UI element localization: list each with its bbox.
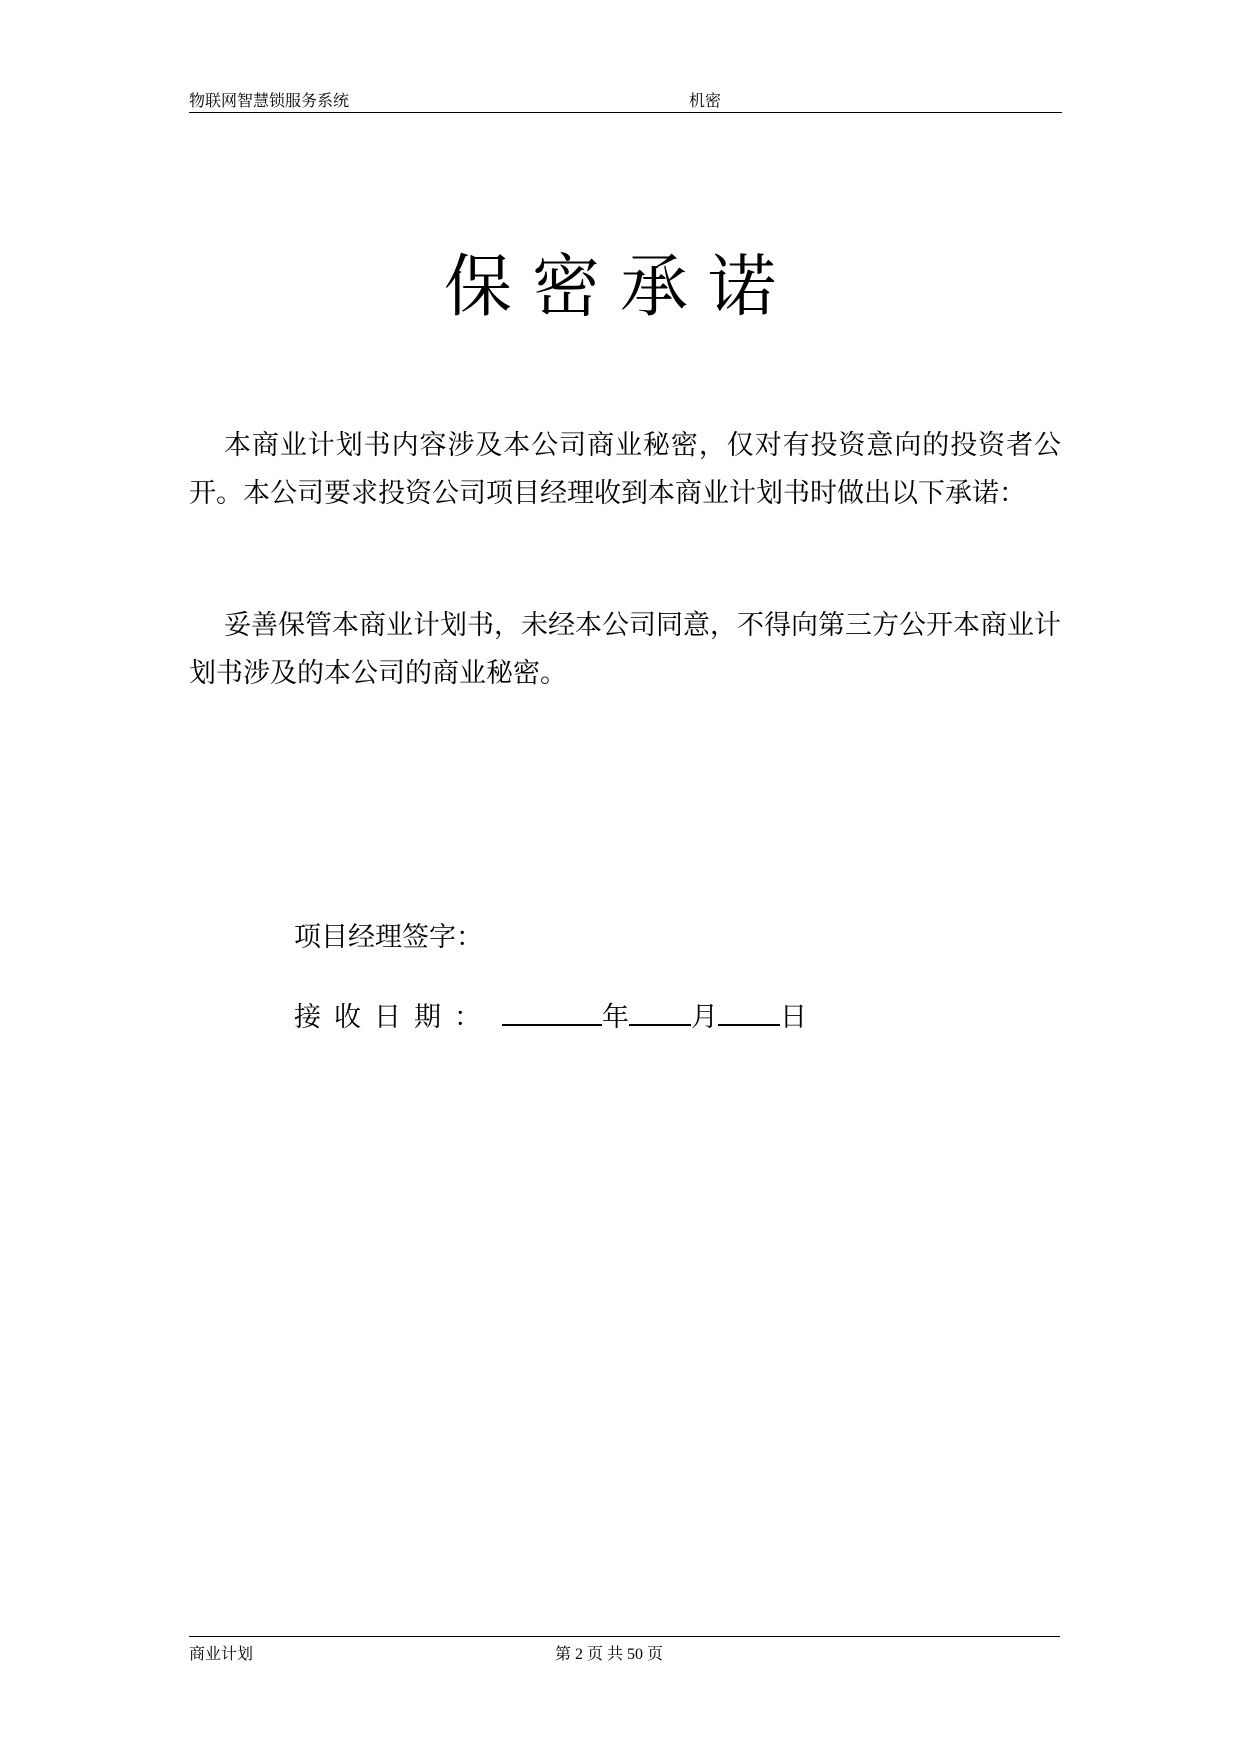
page-title: 保密承诺	[443, 248, 796, 327]
receipt-date-label: 接收日期：	[294, 1002, 494, 1033]
page-footer	[189, 1636, 1060, 1661]
footer-page-number: 第 2 页 共 50 页	[555, 1646, 664, 1663]
manager-signature-line	[294, 918, 483, 958]
year-label: 年	[602, 1002, 629, 1033]
month-label: 月	[691, 1002, 718, 1033]
header-confidential-label: 机密	[689, 93, 722, 110]
manager-signature-label: 项目经理签字：	[294, 922, 483, 953]
paragraph-commitment-terms: 妥善保管本商业计划书，未经本公司同意，不得向第三方公开本商业计划书涉及的本公司的商业秘密。	[189, 610, 1061, 689]
header-system-name: 物联网智慧锁服务系统	[189, 93, 350, 110]
footer-document-name: 商业计划	[189, 1646, 254, 1663]
page-header	[189, 86, 1062, 113]
year-blank	[502, 998, 602, 1026]
day-blank	[718, 998, 780, 1026]
day-label: 日	[780, 1002, 807, 1033]
month-blank	[629, 998, 691, 1026]
paragraph-commitment-intro: 本商业计划书内容涉及本公司商业秘密，仅对有投资意向的投资者公开。本公司要求投资公司项目经理收到本商业计划书时做出以下承诺：	[189, 430, 1061, 509]
receipt-date-line	[294, 998, 807, 1038]
